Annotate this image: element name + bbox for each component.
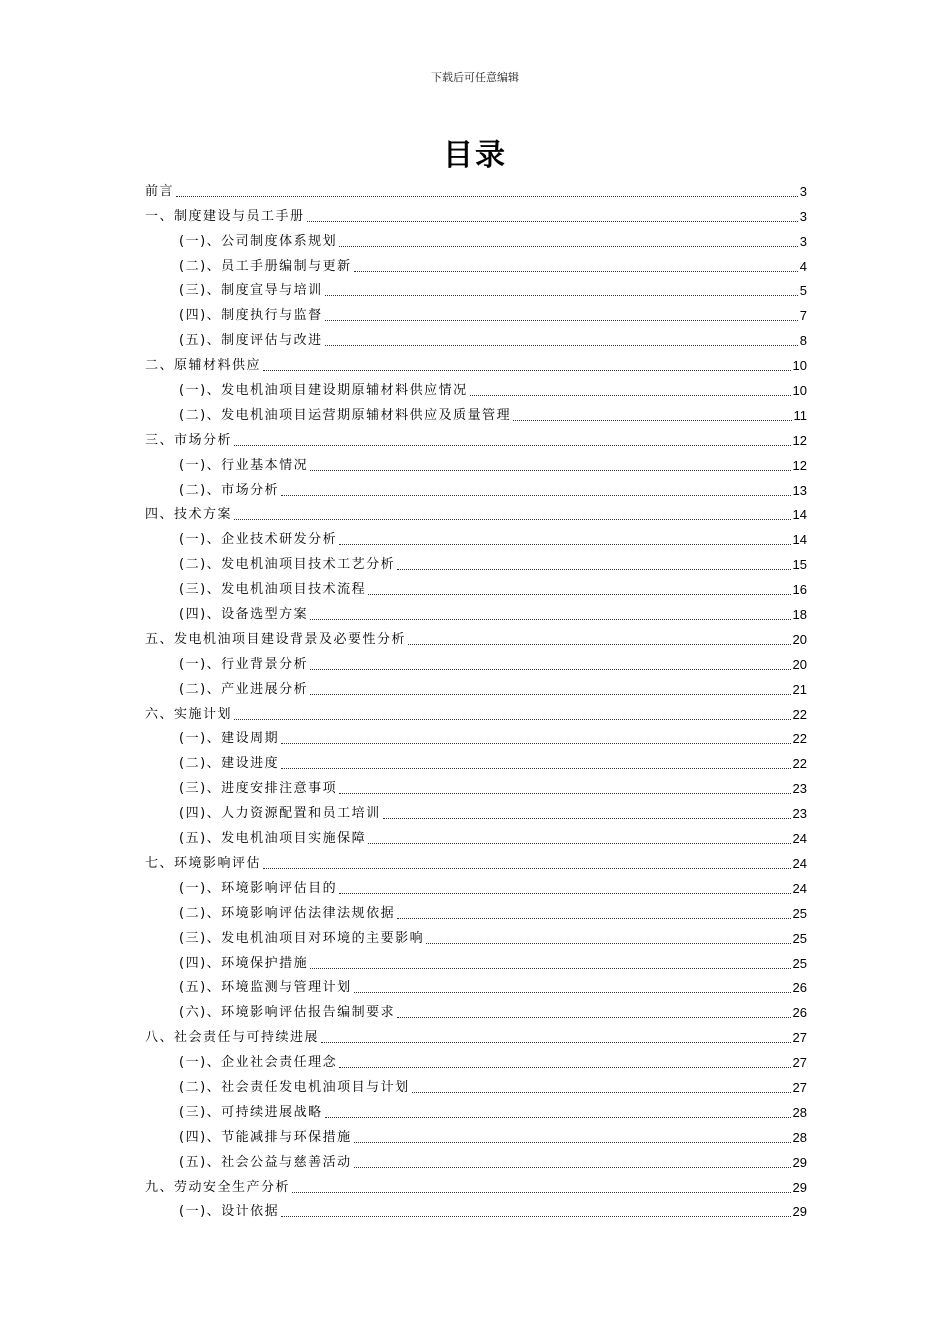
toc-entry-page-number: 28 xyxy=(792,1104,807,1120)
dot-leader xyxy=(408,643,791,645)
toc-entry[interactable] xyxy=(145,499,807,524)
toc-entry[interactable] xyxy=(145,1046,807,1071)
toc-entry-text: (一)、公司制度体系规划 xyxy=(179,233,338,249)
toc-entry-text: (四)、节能减排与环保措施 xyxy=(179,1129,352,1145)
dot-leader xyxy=(310,469,790,471)
toc-entry-page-number: 25 xyxy=(792,955,807,971)
toc-entry-page-number: 10 xyxy=(792,383,807,399)
dot-leader xyxy=(368,842,790,844)
toc-entry[interactable] xyxy=(145,1021,807,1046)
toc-entry-text: 三、市场分析 xyxy=(145,432,233,448)
dot-leader xyxy=(325,1116,791,1118)
toc-entry-text: (二)、发电机油项目技术工艺分析 xyxy=(179,557,396,573)
dot-leader xyxy=(339,1066,790,1068)
dot-leader xyxy=(310,668,790,670)
dot-leader xyxy=(383,817,791,819)
toc-entry[interactable] xyxy=(145,175,807,200)
dot-leader xyxy=(339,792,790,794)
toc-entry-page-number: 22 xyxy=(792,706,807,722)
toc-entry-text: (五)、环境监测与管理计划 xyxy=(179,980,352,996)
dot-leader xyxy=(325,319,798,321)
toc-entry-page-number: 3 xyxy=(799,183,807,199)
dot-leader xyxy=(354,270,798,272)
toc-entry[interactable] xyxy=(145,1121,807,1146)
toc-entry-text: (四)、制度执行与监督 xyxy=(179,308,323,324)
toc-entry-text: (二)、产业进展分析 xyxy=(179,681,309,697)
toc-entry[interactable] xyxy=(145,1196,807,1221)
toc-entry-text: (二)、发电机油项目运营期原辅材料供应及质量管理 xyxy=(179,407,512,423)
toc-entry-text: (一)、行业基本情况 xyxy=(179,457,309,473)
toc-entry-text: (五)、社会公益与慈善活动 xyxy=(179,1154,352,1170)
toc-entry-text: (四)、环境保护措施 xyxy=(179,955,309,971)
toc-entry-page-number: 25 xyxy=(792,930,807,946)
toc-entry-page-number: 14 xyxy=(792,507,807,523)
dot-leader xyxy=(325,294,798,296)
toc-entry[interactable] xyxy=(145,623,807,648)
toc-entry[interactable] xyxy=(145,1146,807,1171)
toc-entry-page-number: 20 xyxy=(792,656,807,672)
dot-leader xyxy=(339,245,798,247)
toc-entry[interactable] xyxy=(145,673,807,698)
toc-entry-page-number: 12 xyxy=(792,432,807,448)
toc-entry-text: (一)、企业社会责任理念 xyxy=(179,1055,338,1071)
toc-entry[interactable] xyxy=(145,872,807,897)
toc-entry[interactable] xyxy=(145,648,807,673)
toc-title: 目录 xyxy=(443,138,507,173)
toc-entry-text: (一)、发电机油项目建设期原辅材料供应情况 xyxy=(179,383,468,399)
dot-leader xyxy=(292,1191,791,1193)
toc-entry[interactable] xyxy=(145,374,807,399)
toc-entry[interactable] xyxy=(145,847,807,872)
table-of-contents xyxy=(145,175,807,1220)
dot-leader xyxy=(426,942,790,944)
toc-entry-text: 五、发电机油项目建设背景及必要性分析 xyxy=(145,631,407,647)
toc-entry-text: (一)、行业背景分析 xyxy=(179,656,309,672)
toc-entry-page-number: 27 xyxy=(792,1055,807,1071)
toc-entry[interactable] xyxy=(145,573,807,598)
toc-entry[interactable] xyxy=(145,747,807,772)
toc-entry[interactable] xyxy=(145,324,807,349)
toc-entry-page-number: 15 xyxy=(792,557,807,573)
toc-entry-page-number: 26 xyxy=(792,1005,807,1021)
dot-leader xyxy=(281,1215,790,1217)
toc-entry[interactable] xyxy=(145,797,807,822)
toc-entry-text: 二、原辅材料供应 xyxy=(145,358,262,374)
toc-entry-text: (二)、市场分析 xyxy=(179,482,280,498)
toc-entry-page-number: 23 xyxy=(792,781,807,797)
toc-entry-page-number: 20 xyxy=(792,631,807,647)
toc-entry[interactable] xyxy=(145,698,807,723)
dot-leader xyxy=(234,444,791,446)
toc-entry[interactable] xyxy=(145,598,807,623)
toc-entry[interactable] xyxy=(145,349,807,374)
toc-entry-page-number: 7 xyxy=(799,308,807,324)
toc-entry[interactable] xyxy=(145,399,807,424)
toc-entry[interactable] xyxy=(145,922,807,947)
toc-entry-text: 四、技术方案 xyxy=(145,507,233,523)
toc-entry-text: (四)、人力资源配置和员工培训 xyxy=(179,806,381,822)
toc-entry-page-number: 24 xyxy=(792,831,807,847)
dot-leader xyxy=(470,394,791,396)
toc-entry[interactable] xyxy=(145,822,807,847)
toc-entry-page-number: 18 xyxy=(792,607,807,623)
toc-entry[interactable] xyxy=(145,996,807,1021)
toc-entry-page-number: 26 xyxy=(792,980,807,996)
toc-entry-page-number: 22 xyxy=(792,756,807,772)
toc-entry-page-number: 23 xyxy=(792,806,807,822)
toc-entry[interactable] xyxy=(145,449,807,474)
toc-entry-text: (三)、发电机油项目技术流程 xyxy=(179,582,367,598)
toc-entry-text: (二)、建设进度 xyxy=(179,756,280,772)
toc-entry-text: 九、劳动安全生产分析 xyxy=(145,1179,291,1195)
dot-leader xyxy=(412,1091,791,1093)
toc-entry[interactable] xyxy=(145,897,807,922)
toc-entry[interactable] xyxy=(145,947,807,972)
toc-entry[interactable] xyxy=(145,972,807,997)
toc-entry-page-number: 13 xyxy=(792,482,807,498)
toc-entry[interactable] xyxy=(145,1071,807,1096)
header-note: 下载后可任意编辑 xyxy=(431,71,519,84)
toc-entry-page-number: 24 xyxy=(792,880,807,896)
dot-leader xyxy=(325,344,798,346)
dot-leader xyxy=(397,1016,790,1018)
toc-entry-text: (二)、员工手册编制与更新 xyxy=(179,258,352,274)
toc-entry[interactable] xyxy=(145,225,807,250)
dot-leader xyxy=(234,518,791,520)
toc-entry-text: 六、实施计划 xyxy=(145,706,233,722)
toc-entry-page-number: 3 xyxy=(799,208,807,224)
toc-entry-page-number: 11 xyxy=(793,407,807,423)
toc-entry-page-number: 28 xyxy=(792,1129,807,1145)
toc-entry-page-number: 10 xyxy=(792,358,807,374)
toc-entry-text: 前言 xyxy=(145,183,175,199)
toc-entry-text: (四)、设备选型方案 xyxy=(179,607,309,623)
dot-leader xyxy=(263,369,791,371)
toc-entry-text: (二)、环境影响评估法律法规依据 xyxy=(179,905,396,921)
toc-entry-page-number: 12 xyxy=(792,457,807,473)
dot-leader xyxy=(310,618,790,620)
toc-entry-text: (一)、企业技术研发分析 xyxy=(179,532,338,548)
toc-entry[interactable] xyxy=(145,772,807,797)
toc-entry-text: (一)、环境影响评估目的 xyxy=(179,880,338,896)
toc-entry-page-number: 29 xyxy=(792,1179,807,1195)
toc-entry-page-number: 21 xyxy=(792,681,807,697)
toc-entry-text: (三)、进度安排注意事项 xyxy=(179,781,338,797)
toc-entry-page-number: 29 xyxy=(792,1204,807,1220)
toc-entry-text: (三)、发电机油项目对环境的主要影响 xyxy=(179,930,425,946)
dot-leader xyxy=(281,767,790,769)
toc-entry[interactable] xyxy=(145,250,807,275)
toc-entry[interactable] xyxy=(145,200,807,225)
dot-leader xyxy=(513,419,791,421)
toc-entry[interactable] xyxy=(145,548,807,573)
dot-leader xyxy=(281,494,790,496)
toc-entry-text: (三)、可持续进展战略 xyxy=(179,1104,323,1120)
toc-entry-text: (一)、建设周期 xyxy=(179,731,280,747)
dot-leader xyxy=(310,967,790,969)
toc-entry-text: 八、社会责任与可持续进展 xyxy=(145,1030,320,1046)
toc-entry-page-number: 8 xyxy=(799,333,807,349)
toc-entry-page-number: 22 xyxy=(792,731,807,747)
dot-leader xyxy=(307,220,798,222)
dot-leader xyxy=(354,1166,791,1168)
dot-leader xyxy=(397,917,790,919)
toc-entry-text: (五)、制度评估与改进 xyxy=(179,333,323,349)
dot-leader xyxy=(263,867,791,869)
dot-leader xyxy=(234,718,791,720)
toc-entry[interactable] xyxy=(145,723,807,748)
toc-entry-text: 一、制度建设与员工手册 xyxy=(145,208,305,224)
toc-entry[interactable] xyxy=(145,1096,807,1121)
toc-entry-text: (一)、设计依据 xyxy=(179,1204,280,1220)
toc-entry-text: (五)、发电机油项目实施保障 xyxy=(179,831,367,847)
dot-leader xyxy=(368,593,790,595)
dot-leader xyxy=(281,742,790,744)
dot-leader xyxy=(310,693,790,695)
dot-leader xyxy=(339,892,790,894)
toc-entry-text: (三)、制度宣导与培训 xyxy=(179,283,323,299)
toc-entry-page-number: 5 xyxy=(799,283,807,299)
toc-entry-page-number: 25 xyxy=(792,905,807,921)
dot-leader xyxy=(397,568,790,570)
toc-entry[interactable] xyxy=(145,1171,807,1196)
toc-entry-text: (二)、社会责任发电机油项目与计划 xyxy=(179,1079,410,1095)
toc-entry-text: 七、环境影响评估 xyxy=(145,855,262,871)
toc-entry[interactable] xyxy=(145,299,807,324)
toc-entry-page-number: 3 xyxy=(799,233,807,249)
toc-entry-page-number: 27 xyxy=(792,1030,807,1046)
toc-entry[interactable] xyxy=(145,424,807,449)
dot-leader xyxy=(354,991,791,993)
toc-entry-text: (六)、环境影响评估报告编制要求 xyxy=(179,1005,396,1021)
dot-leader xyxy=(321,1041,791,1043)
toc-entry-page-number: 16 xyxy=(792,582,807,598)
toc-entry-page-number: 24 xyxy=(792,855,807,871)
toc-entry[interactable] xyxy=(145,275,807,300)
dot-leader xyxy=(354,1141,791,1143)
toc-entry-page-number: 29 xyxy=(792,1154,807,1170)
dot-leader xyxy=(339,543,790,545)
toc-entry[interactable] xyxy=(145,474,807,499)
toc-entry-page-number: 14 xyxy=(792,532,807,548)
toc-entry-page-number: 4 xyxy=(799,258,807,274)
toc-entry[interactable] xyxy=(145,523,807,548)
toc-entry-page-number: 27 xyxy=(792,1079,807,1095)
dot-leader xyxy=(176,195,798,197)
